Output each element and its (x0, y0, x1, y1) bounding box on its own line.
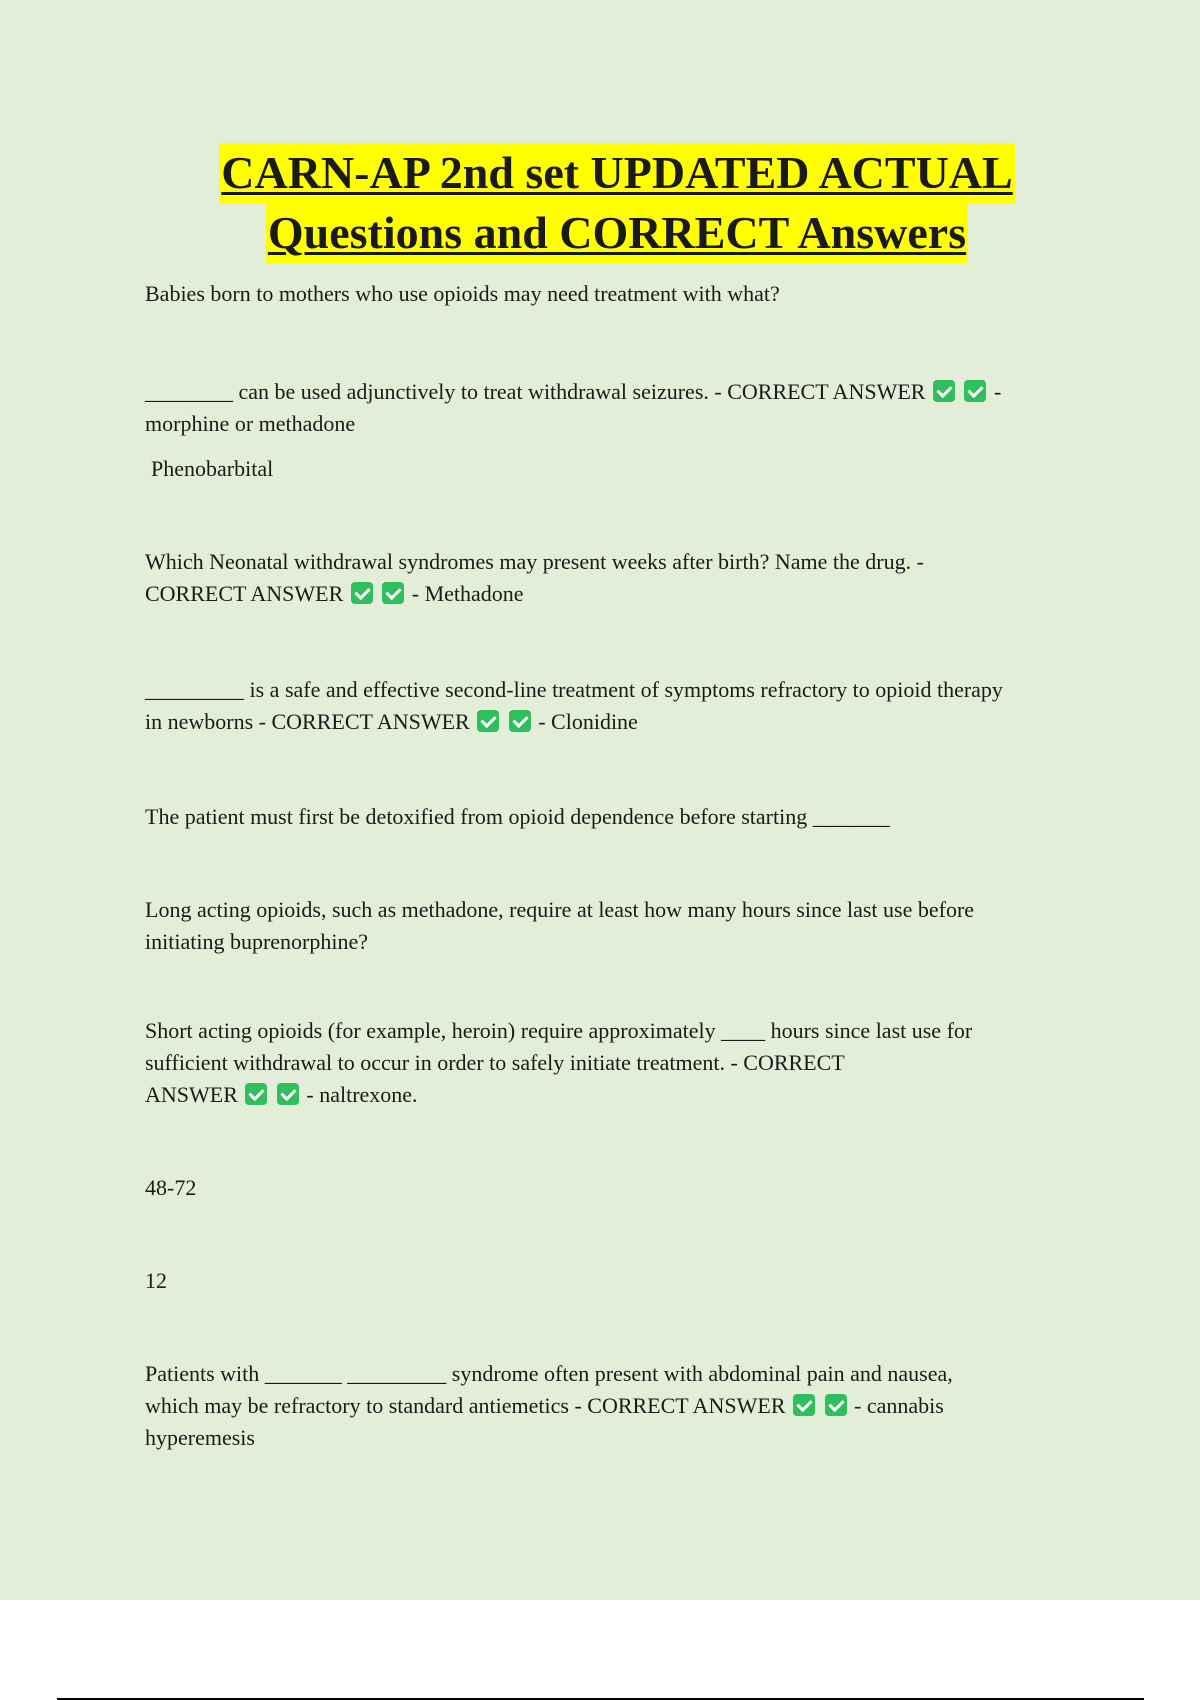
answer-text: morphine or methadone (145, 411, 356, 436)
question-long-acting-opioids (145, 894, 1095, 958)
question-text: Patients with _______ _________ syndrome often present with abdominal pain and nausea, (145, 1361, 953, 1386)
check-mark-icon (793, 1394, 815, 1416)
check-mark-icon (245, 1083, 267, 1105)
question-text: Long acting opioids, such as methadone, require at least how many hours since last use before (145, 897, 975, 922)
question-text: Short acting opioids (for example, heroin) require approximately ____ hours since last use for (145, 1018, 973, 1043)
check-mark-icon (382, 582, 404, 604)
check-mark-icon (477, 710, 499, 732)
check-mark-icon (509, 710, 531, 732)
question-cannabis-syndrome (145, 1358, 1095, 1454)
answer-12: 12 (145, 1268, 167, 1293)
question-text: Which Neonatal withdrawal syndromes may present weeks after birth? Name the drug. - (145, 549, 924, 574)
question-neonatal-withdrawal (145, 546, 1095, 610)
page-title (0, 143, 1200, 263)
title-line-2: Questions and CORRECT Answers (266, 203, 968, 263)
question-babies-opioids: Babies born to mothers who use opioids may need treatment with what? (145, 281, 780, 306)
question-text: ________ can be used adjunctively to treat withdrawal seizures. - CORRECT ANSWER (145, 379, 926, 404)
question-detoxified: The patient must first be detoxified from opioid dependence before starting _______ (145, 804, 890, 829)
check-mark-icon (964, 380, 986, 402)
question-text: _________ is a safe and effective second-line treatment of symptoms refractory to opioid therapy (145, 677, 1003, 702)
question-short-acting-opioids (145, 1015, 1095, 1111)
answer-text-cont: hyperemesis (145, 1425, 255, 1450)
question-text-cont: which may be refractory to standard antiemetics - CORRECT ANSWER (145, 1393, 786, 1418)
check-mark-icon (277, 1083, 299, 1105)
question-text-cont: initiating buprenorphine? (145, 929, 368, 954)
answer-48-72: 48-72 (145, 1175, 197, 1200)
question-text-cont: in newborns - CORRECT ANSWER (145, 709, 470, 734)
check-mark-icon (825, 1394, 847, 1416)
answer-separator: - (993, 379, 1002, 404)
answer-text: - cannabis (854, 1393, 944, 1418)
question-text-cont: sufficient withdrawal to occur in order to safely initiate treatment. - CORRECT (145, 1050, 845, 1075)
title-line-1: CARN-AP 2nd set UPDATED ACTUAL (219, 143, 1014, 203)
correct-answer-label: CORRECT ANSWER (145, 581, 344, 606)
check-mark-icon (933, 380, 955, 402)
answer-phenobarbital: Phenobarbital (151, 456, 274, 481)
answer-text: - Clonidine (538, 709, 638, 734)
correct-answer-label: ANSWER (145, 1082, 238, 1107)
answer-text: - naltrexone. (306, 1082, 418, 1107)
check-mark-icon (351, 582, 373, 604)
question-second-line-treatment (145, 674, 1095, 738)
question-withdrawal-seizures (145, 376, 1095, 440)
answer-text: - Methadone (411, 581, 524, 606)
